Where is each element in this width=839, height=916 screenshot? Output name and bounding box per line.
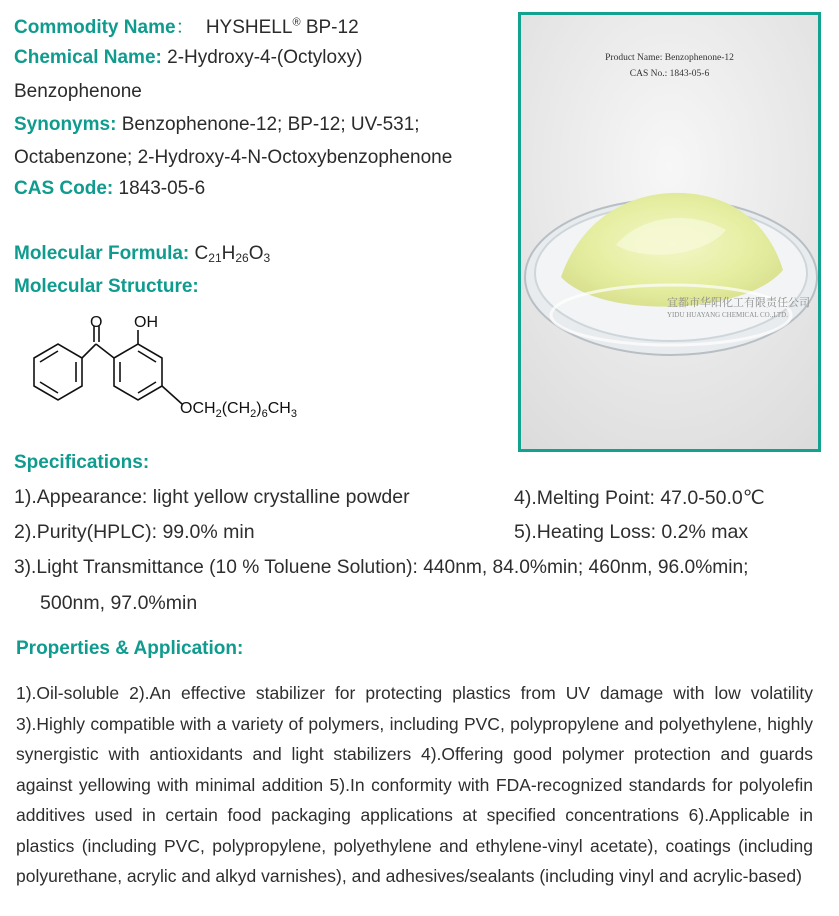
- molecular-structure-row: [14, 276, 199, 298]
- cas-label: CAS Code:: [14, 178, 114, 199]
- synonyms-value: Benzophenone-12; BP-12; UV-531;: [121, 114, 420, 135]
- commodity-name-label: Commodity Name: [14, 17, 176, 38]
- petri-dish-image: [521, 15, 818, 449]
- spec-purity: 2).Purity(HPLC): 99.0% min: [14, 521, 255, 543]
- spec-light-transmittance-cont: 500nm, 97.0%min: [40, 592, 198, 614]
- carbonyl-oxygen-label: O: [90, 314, 103, 331]
- chemical-name-value: 2-Hydroxy-4-(Octyloxy): [167, 47, 363, 68]
- synonyms-cont: Octabenzone; 2-Hydroxy-4-N-Octoxybenzophenone: [14, 147, 453, 168]
- spec-melting-point: 4).Melting Point: 47.0-50.0℃: [514, 487, 765, 509]
- photo-cas-label: CAS No.: 1843-05-6: [629, 69, 710, 79]
- synonyms-label: Synonyms:: [14, 114, 117, 135]
- octyloxy-chain-label: $OCH_2(CH_2)_6CH_3$: [180, 400, 297, 420]
- molecular-formula-row: [14, 243, 270, 265]
- commodity-name-row: [14, 12, 359, 39]
- commodity-name-value: HYSHELL® BP-12: [205, 16, 359, 38]
- molecular-formula-value: $C_{21}H_{26}O_3$: [194, 243, 271, 265]
- properties-paragraph: 1).Oil-soluble 2).An effective stabilizer for protecting plastics from UV damage with low volatility 3).Highly compatible with a variety of polymers, including PVC, polypropylene and polyethylene, highly synergistic with antioxidants and light stabilizers 4).Offering good polymer protection and guards against yellowing with minimal addition 5).In conformity with FDA-recognized standards for polyolefin additives used in certain food packaging applications at specified concentrations 6).Applicable in plastics (including PVC, polypropylene, polyethylene and ethylene-vinyl acetate), coatings (including polyurethane, acrylic and alkyd varnishes), and adhesives/sealants (including vinyl and acrylic-based): [16, 683, 813, 886]
- benzene-ring-right: [114, 344, 162, 400]
- specifications-title: Specifications:: [14, 452, 150, 473]
- spec-light-transmittance: 3).Light Transmittance (10 % Toluene Solution): 440nm, 84.0%min; 460nm, 96.0%min;: [14, 557, 749, 578]
- cas-value: 1843-05-6: [118, 178, 206, 199]
- molecular-formula-label: Molecular Formula:: [14, 243, 190, 264]
- molecular-structure-label: Molecular Structure:: [14, 276, 199, 297]
- cas-row: [14, 178, 205, 200]
- benzene-ring-left: [34, 344, 82, 400]
- chemical-name-row: [14, 47, 362, 69]
- hydroxyl-label: OH: [134, 314, 158, 331]
- properties-title: Properties & Application:: [16, 638, 244, 659]
- chemical-name-cont: Benzophenone: [14, 81, 142, 102]
- chemical-name-label: Chemical Name:: [14, 47, 162, 68]
- molecular-structure-diagram: [14, 314, 374, 434]
- photo-watermark-cn: 宜都市华阳化工有限责任公司: [667, 297, 810, 309]
- commodity-colon: ：: [175, 17, 195, 38]
- product-photo: [518, 12, 821, 452]
- spec-appearance: 1).Appearance: light yellow crystalline powder: [14, 486, 410, 508]
- spec-heating-loss: 5).Heating Loss: 0.2% max: [514, 521, 749, 543]
- photo-watermark-en: YIDU HUAYANG CHEMICAL CO.,LTD.: [667, 311, 788, 319]
- photo-product-label: Product Name: Benzophenone-12: [605, 53, 734, 63]
- synonyms-row: [14, 114, 420, 136]
